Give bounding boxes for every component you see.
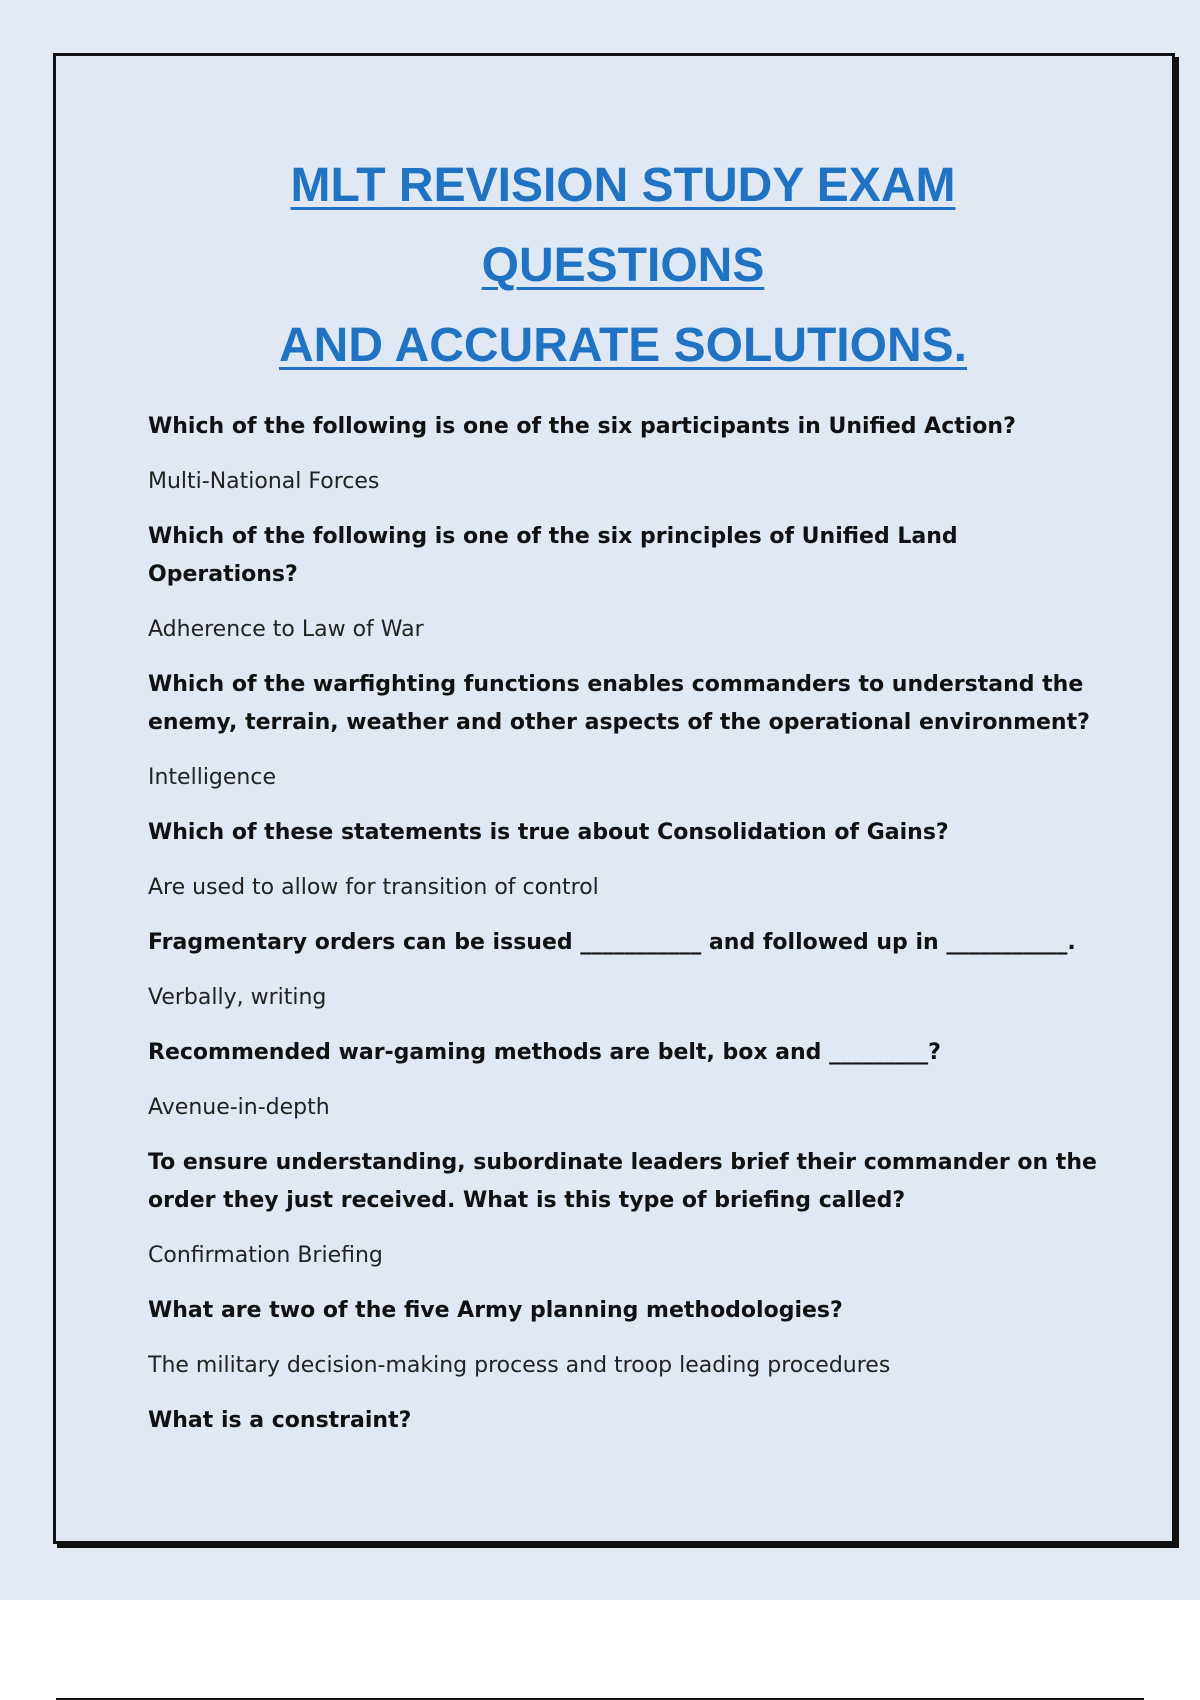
answer-7: Confirmation Briefing <box>148 1243 383 1268</box>
question-1: Which of the following is one of the six participants in Unified Action? <box>148 414 1016 439</box>
question-7: To ensure understanding, subordinate leaders brief their commander on the order they just received. What is this type of briefing called? <box>148 1150 1097 1213</box>
question-8: What are two of the five Army planning methodologies? <box>148 1298 843 1323</box>
question-2: Which of the following is one of the six principles of Unified Land Operations? <box>148 524 958 587</box>
document-content <box>148 146 1098 1458</box>
answer-8: The military decision-making process and troop leading procedures <box>148 1353 891 1378</box>
answer-5: Verbally, writing <box>148 985 327 1010</box>
answer-6: Avenue-in-depth <box>148 1095 330 1120</box>
title-line-1: MLT REVISION STUDY EXAM QUESTIONS <box>290 159 956 292</box>
answer-2: Adherence to Law of War <box>148 617 424 642</box>
question-9: What is a constraint? <box>148 1408 412 1433</box>
document-frame <box>53 53 1175 1544</box>
question-3: Which of the warfighting functions enables commanders to understand the enemy, terrain, weather and other aspects of the operational environment? <box>148 672 1090 735</box>
answer-4: Are used to allow for transition of control <box>148 875 599 900</box>
question-6: Recommended war-gaming methods are belt, box and _________? <box>148 1040 941 1065</box>
question-4: Which of these statements is true about Consolidation of Gains? <box>148 820 949 845</box>
question-5: Fragmentary orders can be issued ___________ and followed up in ___________. <box>148 930 1076 955</box>
document-title <box>148 146 1098 386</box>
answer-3: Intelligence <box>148 765 277 790</box>
title-line-2: AND ACCURATE SOLUTIONS. <box>279 319 967 372</box>
answer-1: Multi-National Forces <box>148 469 380 494</box>
qa-list <box>148 408 1098 1440</box>
